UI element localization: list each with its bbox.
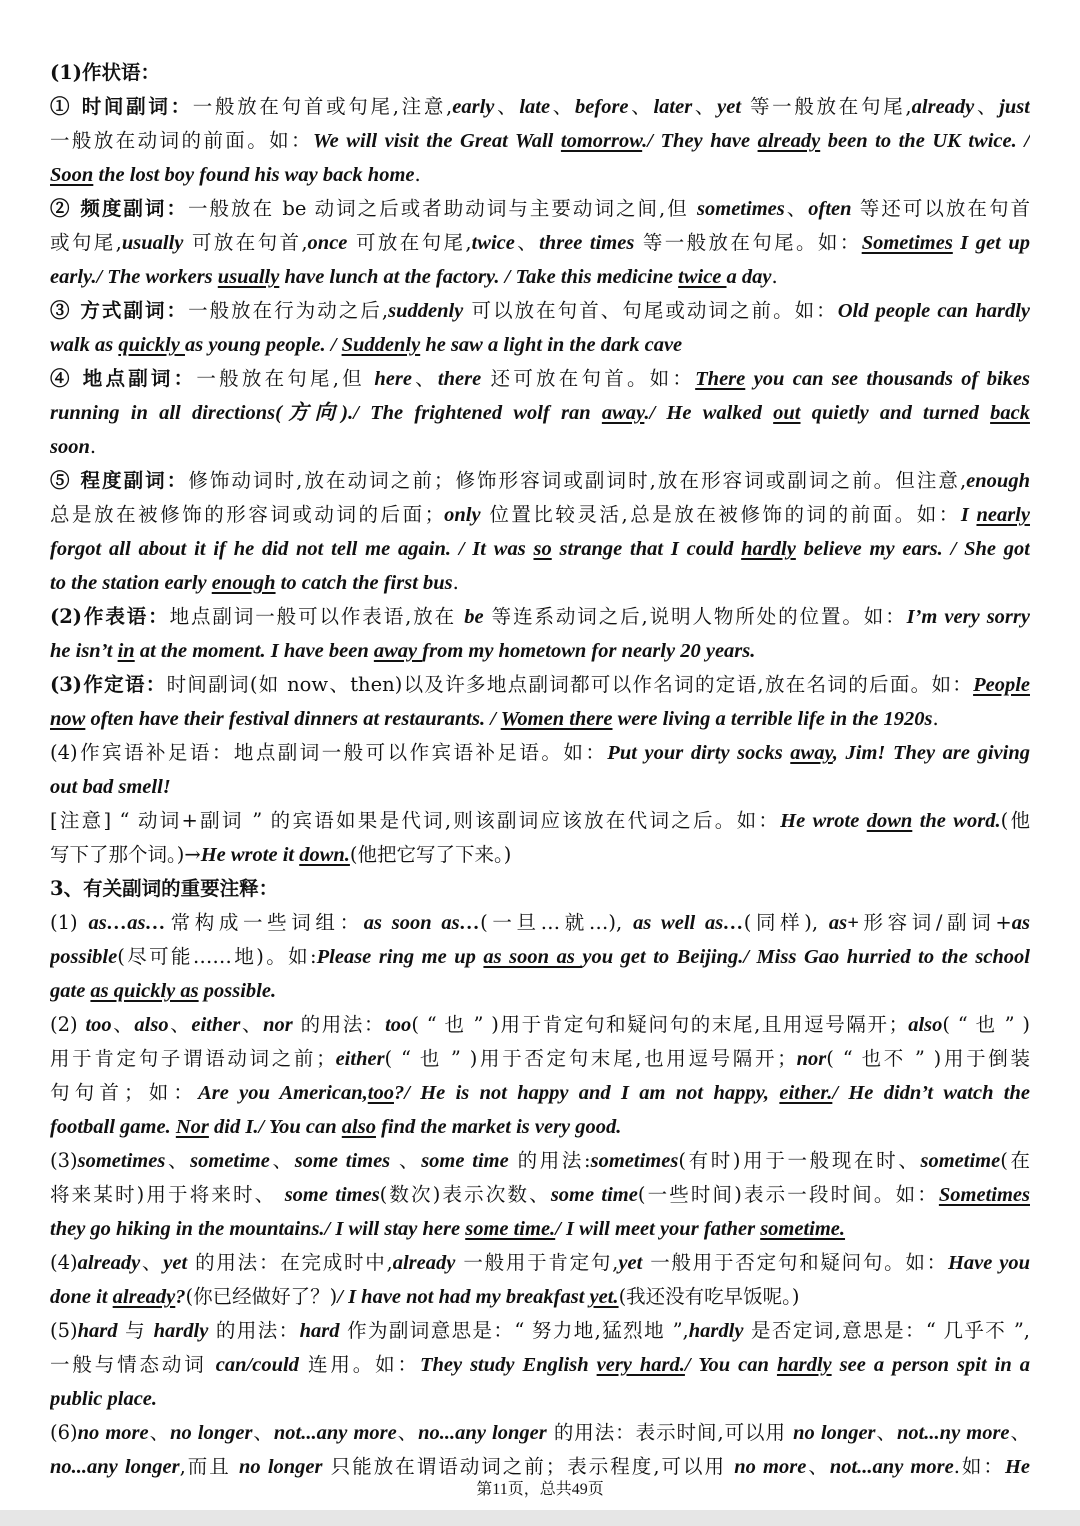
example-text: not...ny more [896, 1422, 1010, 1444]
example-text: yet [717, 96, 742, 118]
text-line [50, 906, 1030, 940]
example-text: not...any more [273, 1422, 397, 1444]
example-text: to catch the first bus [275, 572, 453, 594]
example-text: as well as… [633, 912, 744, 934]
underlined-example: sometime. [760, 1218, 846, 1240]
body-text: 、 [240, 1013, 264, 1036]
body-text: 与 [117, 1319, 154, 1342]
example-text: also [134, 1014, 169, 1036]
underlined-example: so [533, 538, 552, 560]
text-line [50, 1144, 1030, 1178]
example-text: He wrote [780, 810, 867, 832]
example-text: also [908, 1014, 943, 1036]
body-text: 、 [628, 95, 654, 118]
example-text: He wrote it [200, 844, 300, 866]
text-line [50, 1382, 1030, 1416]
example-text: here [374, 368, 412, 390]
example-text: only [444, 504, 481, 526]
underlined-example: quickly [118, 334, 185, 356]
example-text: late [519, 96, 551, 118]
body-text: 位置比较灵活,总是放在被修饰的词的前面。如： [480, 503, 961, 526]
body-text: 常构成一些词组： [165, 911, 364, 934]
body-text: (尽可能……地)。如: [117, 945, 317, 968]
body-text: (你已经做好了？) [185, 1285, 338, 1308]
example-text: , Jim! They are giving [832, 742, 1030, 764]
example-text: as young people. / [184, 334, 342, 356]
underlined-example: now [50, 708, 86, 730]
body-text: 作为副词意思是：“ 努力地,猛烈地 ”, [339, 1319, 689, 1342]
example-text: as soon as… [363, 912, 481, 934]
example-text: gate [50, 980, 91, 1002]
body-text: 等连系动词之后,说明人物所处的位置。如： [483, 605, 907, 628]
example-text: some time [550, 1184, 638, 1206]
body-text: 的用法： [292, 1013, 386, 1036]
text-line [50, 1280, 1030, 1314]
example-text: / I will meet your father [555, 1218, 761, 1240]
example-text: hardly [153, 1320, 209, 1342]
body-text: 修饰动词时,放在动词之前；修饰形容词或副词时,放在形容词或副词之前。但注意, [188, 469, 967, 492]
underlined-example: already [112, 1286, 176, 1308]
example-text: hard [299, 1320, 340, 1342]
body-text: (1) [50, 911, 89, 934]
underlined-example: People [973, 674, 1030, 696]
example-text: yet [163, 1252, 188, 1274]
example-text: usually [121, 232, 184, 254]
example-text: see a person spit in a [831, 1354, 1030, 1376]
example-text: Please ring me up [316, 946, 484, 968]
example-text: They study English [419, 1354, 597, 1376]
underlined-example: either. [779, 1082, 833, 1104]
example-text: some times [294, 1150, 391, 1172]
body-text: 可以放在句首、句尾或动词之前。如： [463, 299, 838, 322]
example-text: to the station early [50, 572, 212, 594]
example-text: a day [726, 266, 772, 288]
body-text: 、 [494, 95, 520, 118]
body-text: (一旦…就…), [480, 911, 634, 934]
body-text: (同样), [743, 911, 829, 934]
body-text: 写下了那个词。)→ [50, 843, 201, 866]
body-text: . [452, 571, 459, 594]
example-text: either [191, 1014, 241, 1036]
example-text: as…as… [88, 912, 166, 934]
body-text: 地点副词一般可以作表语,放在 [169, 605, 465, 628]
example-text: there [437, 368, 482, 390]
body-text: .如： [953, 1455, 1005, 1478]
underlined-example: some time. [465, 1218, 556, 1240]
example-text: suddenly [388, 300, 464, 322]
example-text: out bad smell! [50, 776, 171, 798]
body-text: 等一般放在句尾。如： [634, 231, 862, 254]
body-text: 可放在句首, [183, 231, 308, 254]
text-line [50, 600, 1030, 634]
body-text: (在 [1000, 1149, 1030, 1172]
example-text: / You can [684, 1354, 777, 1376]
body-text: 只能放在谓语动词之前；表示程度,可以用 [322, 1455, 735, 1478]
underlined-example: back [990, 402, 1030, 424]
underlined-example: as quickly as [90, 980, 199, 1002]
body-text: ( “ 也 ” )用于肯定句和疑问句的末尾,且用逗号隔开； [411, 1013, 909, 1036]
example-text: I’m very sorry [906, 606, 1030, 628]
body-text: 一般放在动词的前面。如： [50, 129, 313, 152]
body-text: (4)作宾语补足语：地点副词一般可以作宾语补足语。如： [50, 741, 608, 764]
example-text: already [392, 1252, 456, 1274]
underlined-example: enough [211, 572, 276, 594]
example-text: I [960, 504, 977, 526]
body-text: 、 [550, 95, 576, 118]
heading-text: ① 时间副词： [50, 95, 193, 118]
example-text: strange that I could [551, 538, 742, 560]
example-text: he saw a light in the dark cave [420, 334, 683, 356]
body-text: 、 [875, 1421, 897, 1444]
heading-text: 3、有关副词的重要注释： [50, 877, 279, 900]
example-text: no...any longer [50, 1456, 180, 1478]
example-text: sometime [190, 1150, 270, 1172]
body-text: 、 [148, 1421, 171, 1444]
body-text: 的用法: [508, 1149, 591, 1172]
body-text: 将来某时)用于将来时、 [50, 1183, 285, 1206]
body-text: (6) [50, 1421, 78, 1444]
example-text: some times [284, 1184, 380, 1206]
example-text: early [452, 96, 495, 118]
example-text: once [307, 232, 348, 254]
example-text: early./ The workers [50, 266, 218, 288]
example-text: were living a terrible life in the 1920s [612, 708, 933, 730]
body-text: . [414, 163, 421, 186]
text-line [50, 804, 1030, 838]
body-text: 、 [692, 95, 718, 118]
text-line [50, 192, 1030, 226]
example-text: the lost boy found his way back home [93, 164, 415, 186]
example-text: believe my ears. / She got [795, 538, 1030, 560]
body-text: 一般用于肯定句, [455, 1251, 619, 1274]
heading-text: (3)作定语： [50, 673, 167, 696]
example-text: done it [50, 1286, 113, 1308]
example-text: already [911, 96, 975, 118]
example-text: did I./ You can [208, 1116, 342, 1138]
body-text: 的用法：在完成时中, [187, 1251, 393, 1274]
body-text: 用于肯定句子谓语动词之前； [50, 1047, 336, 1070]
example-text: Old people can hardly [837, 300, 1030, 322]
underlined-example: twice [678, 266, 727, 288]
text-line [50, 702, 1030, 736]
text-line [50, 566, 1030, 600]
example-text: possible. [198, 980, 277, 1002]
body-text: 、 [390, 1149, 422, 1172]
example-text: sometime [920, 1150, 1001, 1172]
example-text: ?/ He is not happy and I am not happy, [393, 1082, 780, 1104]
text-line [50, 1042, 1030, 1076]
body-text: 、 [974, 95, 1000, 118]
example-text: can/could [215, 1354, 299, 1376]
example-text: ./ They have [642, 130, 758, 152]
example-text: public place. [50, 1388, 158, 1410]
example-text: as+ [828, 912, 859, 934]
example-text: from my hometown for nearly 20 years. [422, 640, 756, 662]
example-text: football game. [50, 1116, 176, 1138]
example-text: Put your dirty socks [607, 742, 791, 764]
example-text: soon [50, 436, 90, 458]
underlined-example: out [773, 402, 801, 424]
page-footer: 第11页，总共49页 [476, 1481, 604, 1498]
text-line [50, 736, 1030, 770]
text-line [50, 226, 1030, 260]
example-text: he isn’t [50, 640, 118, 662]
body-text: 的用法： [208, 1319, 300, 1342]
text-line [50, 1008, 1030, 1042]
example-text: no longer [170, 1422, 253, 1444]
example-text: at the moment. I have been [134, 640, 374, 662]
example-text: been to the UK twice. / [820, 130, 1030, 152]
heading-text: (1)作状语： [50, 61, 161, 84]
example-text: too [85, 1014, 112, 1036]
example-text: quietly and turned [800, 402, 991, 424]
text-line [50, 1416, 1030, 1450]
body-text: 时间副词(如 now、then)以及许多地点副词都可以作名词的定语,放在名词的后面。如： [166, 673, 974, 696]
page-bottom-edge [0, 1510, 1080, 1526]
text-line [50, 1348, 1030, 1382]
example-text: no more [77, 1422, 149, 1444]
text-line [50, 532, 1030, 566]
text-line [50, 294, 1030, 328]
body-text: . [89, 435, 97, 458]
body-text: 、 [269, 1149, 295, 1172]
text-line [50, 940, 1030, 974]
body-text: 形容词/副词+ [858, 911, 1012, 934]
text-line [50, 770, 1030, 804]
body-text: (5) [50, 1319, 78, 1342]
example-text: you can see thousands of bikes [745, 368, 1030, 390]
body-text: ,而且 [179, 1455, 240, 1478]
text-line [50, 872, 1030, 906]
example-text: enough [966, 470, 1030, 492]
heading-text: ⑤ 程度副词： [50, 469, 189, 492]
text-line [50, 1178, 1030, 1212]
example-text: ./ He walked [644, 402, 774, 424]
body-text: 、 [252, 1421, 274, 1444]
example-text: no...any longer [418, 1422, 547, 1444]
example-text: you get to Beijing./ Miss Gao hurried to the school [582, 946, 1030, 968]
text-line [50, 124, 1030, 158]
text-line [50, 430, 1030, 464]
body-text: (他 [1000, 809, 1030, 832]
underlined-example: down. [299, 844, 350, 866]
heading-text: ② 频度副词： [50, 197, 188, 220]
body-text: 连用。如： [298, 1353, 420, 1376]
example-text: nor [263, 1014, 293, 1036]
text-line [50, 498, 1030, 532]
underlined-example: usually [217, 266, 280, 288]
example-text: too [385, 1014, 412, 1036]
underlined-example: nearly [976, 504, 1030, 526]
example-text: three times [539, 232, 635, 254]
underlined-example: Sometimes [861, 232, 953, 254]
underlined-example: Soon [50, 164, 94, 186]
underlined-example: away [790, 742, 833, 764]
text-line [50, 158, 1030, 192]
underlined-example: There [695, 368, 746, 390]
example-text: no longer [239, 1456, 323, 1478]
example-text: yet [618, 1252, 643, 1274]
underlined-example: in [117, 640, 135, 662]
text-line [50, 1212, 1030, 1246]
example-text: ? [175, 1286, 186, 1308]
underlined-example: away [601, 402, 645, 424]
body-text: 、 [806, 1455, 830, 1478]
text-line [50, 974, 1030, 1008]
text-line [50, 668, 1030, 702]
body-text: 的用法：表示时间,可以用 [546, 1421, 794, 1444]
underlined-example: tomorrow [560, 130, 643, 152]
example-text: sometimes [77, 1150, 166, 1172]
document-body [50, 56, 1030, 1484]
example-text: have lunch at the factory. / Take this medicine [279, 266, 679, 288]
example-text: Are you American, [198, 1082, 368, 1104]
underlined-example: Nor [175, 1116, 209, 1138]
example-text: no more [734, 1456, 807, 1478]
underlined-example: too [367, 1082, 394, 1104]
example-text: either [335, 1048, 385, 1070]
example-text: already [77, 1252, 141, 1274]
text-line [50, 260, 1030, 294]
body-text: 一般放在行为动之后, [188, 299, 389, 322]
text-line [50, 362, 1030, 396]
text-line [50, 838, 1030, 872]
underlined-example: already [757, 130, 821, 152]
example-text: forgot all about it if he did not tell me again. / It was [50, 538, 534, 560]
body-text: ( “ 也 ” )用于否定句末尾,也用逗号隔开； [384, 1047, 797, 1070]
example-text: I get up [952, 232, 1030, 254]
heading-text: ③ 方式副词： [50, 299, 189, 322]
body-text: 一般用于否定句和疑问句。如： [642, 1251, 948, 1274]
example-text: nor [796, 1048, 827, 1070]
example-text: Have you [947, 1252, 1030, 1274]
example-text: possible [50, 946, 118, 968]
example-text: be [464, 606, 484, 628]
body-text: 、 [140, 1251, 164, 1274]
body-text: 、 [111, 1013, 135, 1036]
example-text: hardly [688, 1320, 744, 1342]
example-text: We will visit the Great Wall [312, 130, 561, 152]
body-text: 等一般放在句尾, [741, 95, 912, 118]
underlined-example: as soon as [483, 946, 583, 968]
example-text: He [1004, 1456, 1030, 1478]
underlined-example: Suddenly [341, 334, 421, 356]
body-text: 、 [165, 1149, 191, 1172]
body-text: 一般放在句首或句尾,注意, [192, 95, 453, 118]
text-line [50, 56, 1030, 90]
body-text: (有时)用于一般现在时、 [678, 1149, 921, 1172]
underlined-example: Sometimes [938, 1184, 1030, 1206]
example-text: just [999, 96, 1030, 118]
body-text: 、 [784, 197, 809, 220]
underlined-example: hardly [776, 1354, 832, 1376]
text-line [50, 396, 1030, 430]
text-line [50, 1314, 1030, 1348]
body-text: (他把它写了下来。) [349, 843, 512, 866]
underlined-example: down [866, 810, 913, 832]
body-text: 、 [168, 1013, 192, 1036]
body-text: (4) [50, 1251, 78, 1274]
body-text: 等还可以放在句首 [851, 197, 1030, 220]
body-text: 一般放在 be 动词之后或者助动词与主要动词之间,但 [188, 197, 698, 220]
body-text: 、 [514, 231, 540, 254]
text-line [50, 1076, 1030, 1110]
example-text: some time [421, 1150, 509, 1172]
body-text: . [932, 707, 939, 730]
body-text: ( “ 也不 ” )用于倒装 [826, 1047, 1030, 1070]
text-line [50, 328, 1030, 362]
body-text: 总是放在被修饰的形容词或动词的后面； [50, 503, 445, 526]
body-text: [注意] “ 动词+副词 ” 的宾语如果是代词,则该副词应该放在代词之后。如： [50, 809, 781, 832]
body-text: 或句尾, [50, 231, 122, 254]
body-text: ( “ 也 ” ) [942, 1013, 1030, 1036]
text-line [50, 90, 1030, 124]
example-text: / I have not had my breakfast [337, 1286, 590, 1308]
example-text: not...any more [829, 1456, 954, 1478]
example-text: the word. [912, 810, 1001, 832]
body-text: 可放在句尾, [347, 231, 472, 254]
body-text: . [771, 265, 778, 288]
text-line [50, 1110, 1030, 1144]
body-text: (3) [50, 1149, 78, 1172]
heading-text: ④ 地点副词： [50, 367, 197, 390]
underlined-example: hardly [741, 538, 796, 560]
example-text: as [1011, 912, 1030, 934]
underlined-example: Women there [500, 708, 613, 730]
heading-text: (2)作表语： [50, 605, 170, 628]
example-text: they go hiking in the mountains./ I will stay here [50, 1218, 466, 1240]
example-text: / He didn’t watch the [832, 1082, 1030, 1104]
example-text: twice [471, 232, 515, 254]
body-text: (2) [50, 1013, 86, 1036]
example-text: often have their festival dinners at restaurants. / [85, 708, 501, 730]
body-text: 一般放在句尾,但 [196, 367, 375, 390]
example-text: find the market is very good. [375, 1116, 622, 1138]
example-text: before [575, 96, 629, 118]
text-line [50, 464, 1030, 498]
example-text: often [808, 198, 852, 220]
example-text: no longer [793, 1422, 876, 1444]
example-text: hard [77, 1320, 118, 1342]
underlined-example: very hard. [596, 1354, 685, 1376]
body-text: 、 [396, 1421, 419, 1444]
example-text: later [653, 96, 693, 118]
body-text: (一些时间)表示一段时间。如： [637, 1183, 939, 1206]
body-text: (数次)表示次数、 [379, 1183, 551, 1206]
example-text: sometimes [590, 1150, 679, 1172]
body-text: 、 [411, 367, 438, 390]
example-text: walk as [50, 334, 119, 356]
underlined-example: away [373, 640, 423, 662]
example-text: sometimes [697, 198, 785, 220]
body-text: 还可放在句首。如： [481, 367, 696, 390]
example-text: running in all directions(方向)./ The frightened wolf ran [50, 402, 602, 424]
body-text: 一般与情态动词 [50, 1353, 216, 1376]
body-text: 句句首；如： [50, 1081, 199, 1104]
body-text: 、 [1009, 1421, 1030, 1444]
text-line [50, 1246, 1030, 1280]
underlined-example: also [341, 1116, 376, 1138]
text-line [50, 634, 1030, 668]
body-text: (我还没有吃早饭呢。) [618, 1285, 800, 1308]
underlined-example: yet. [589, 1286, 619, 1308]
body-text: 是否定词,意思是：“ 几乎不 ”, [743, 1319, 1030, 1342]
